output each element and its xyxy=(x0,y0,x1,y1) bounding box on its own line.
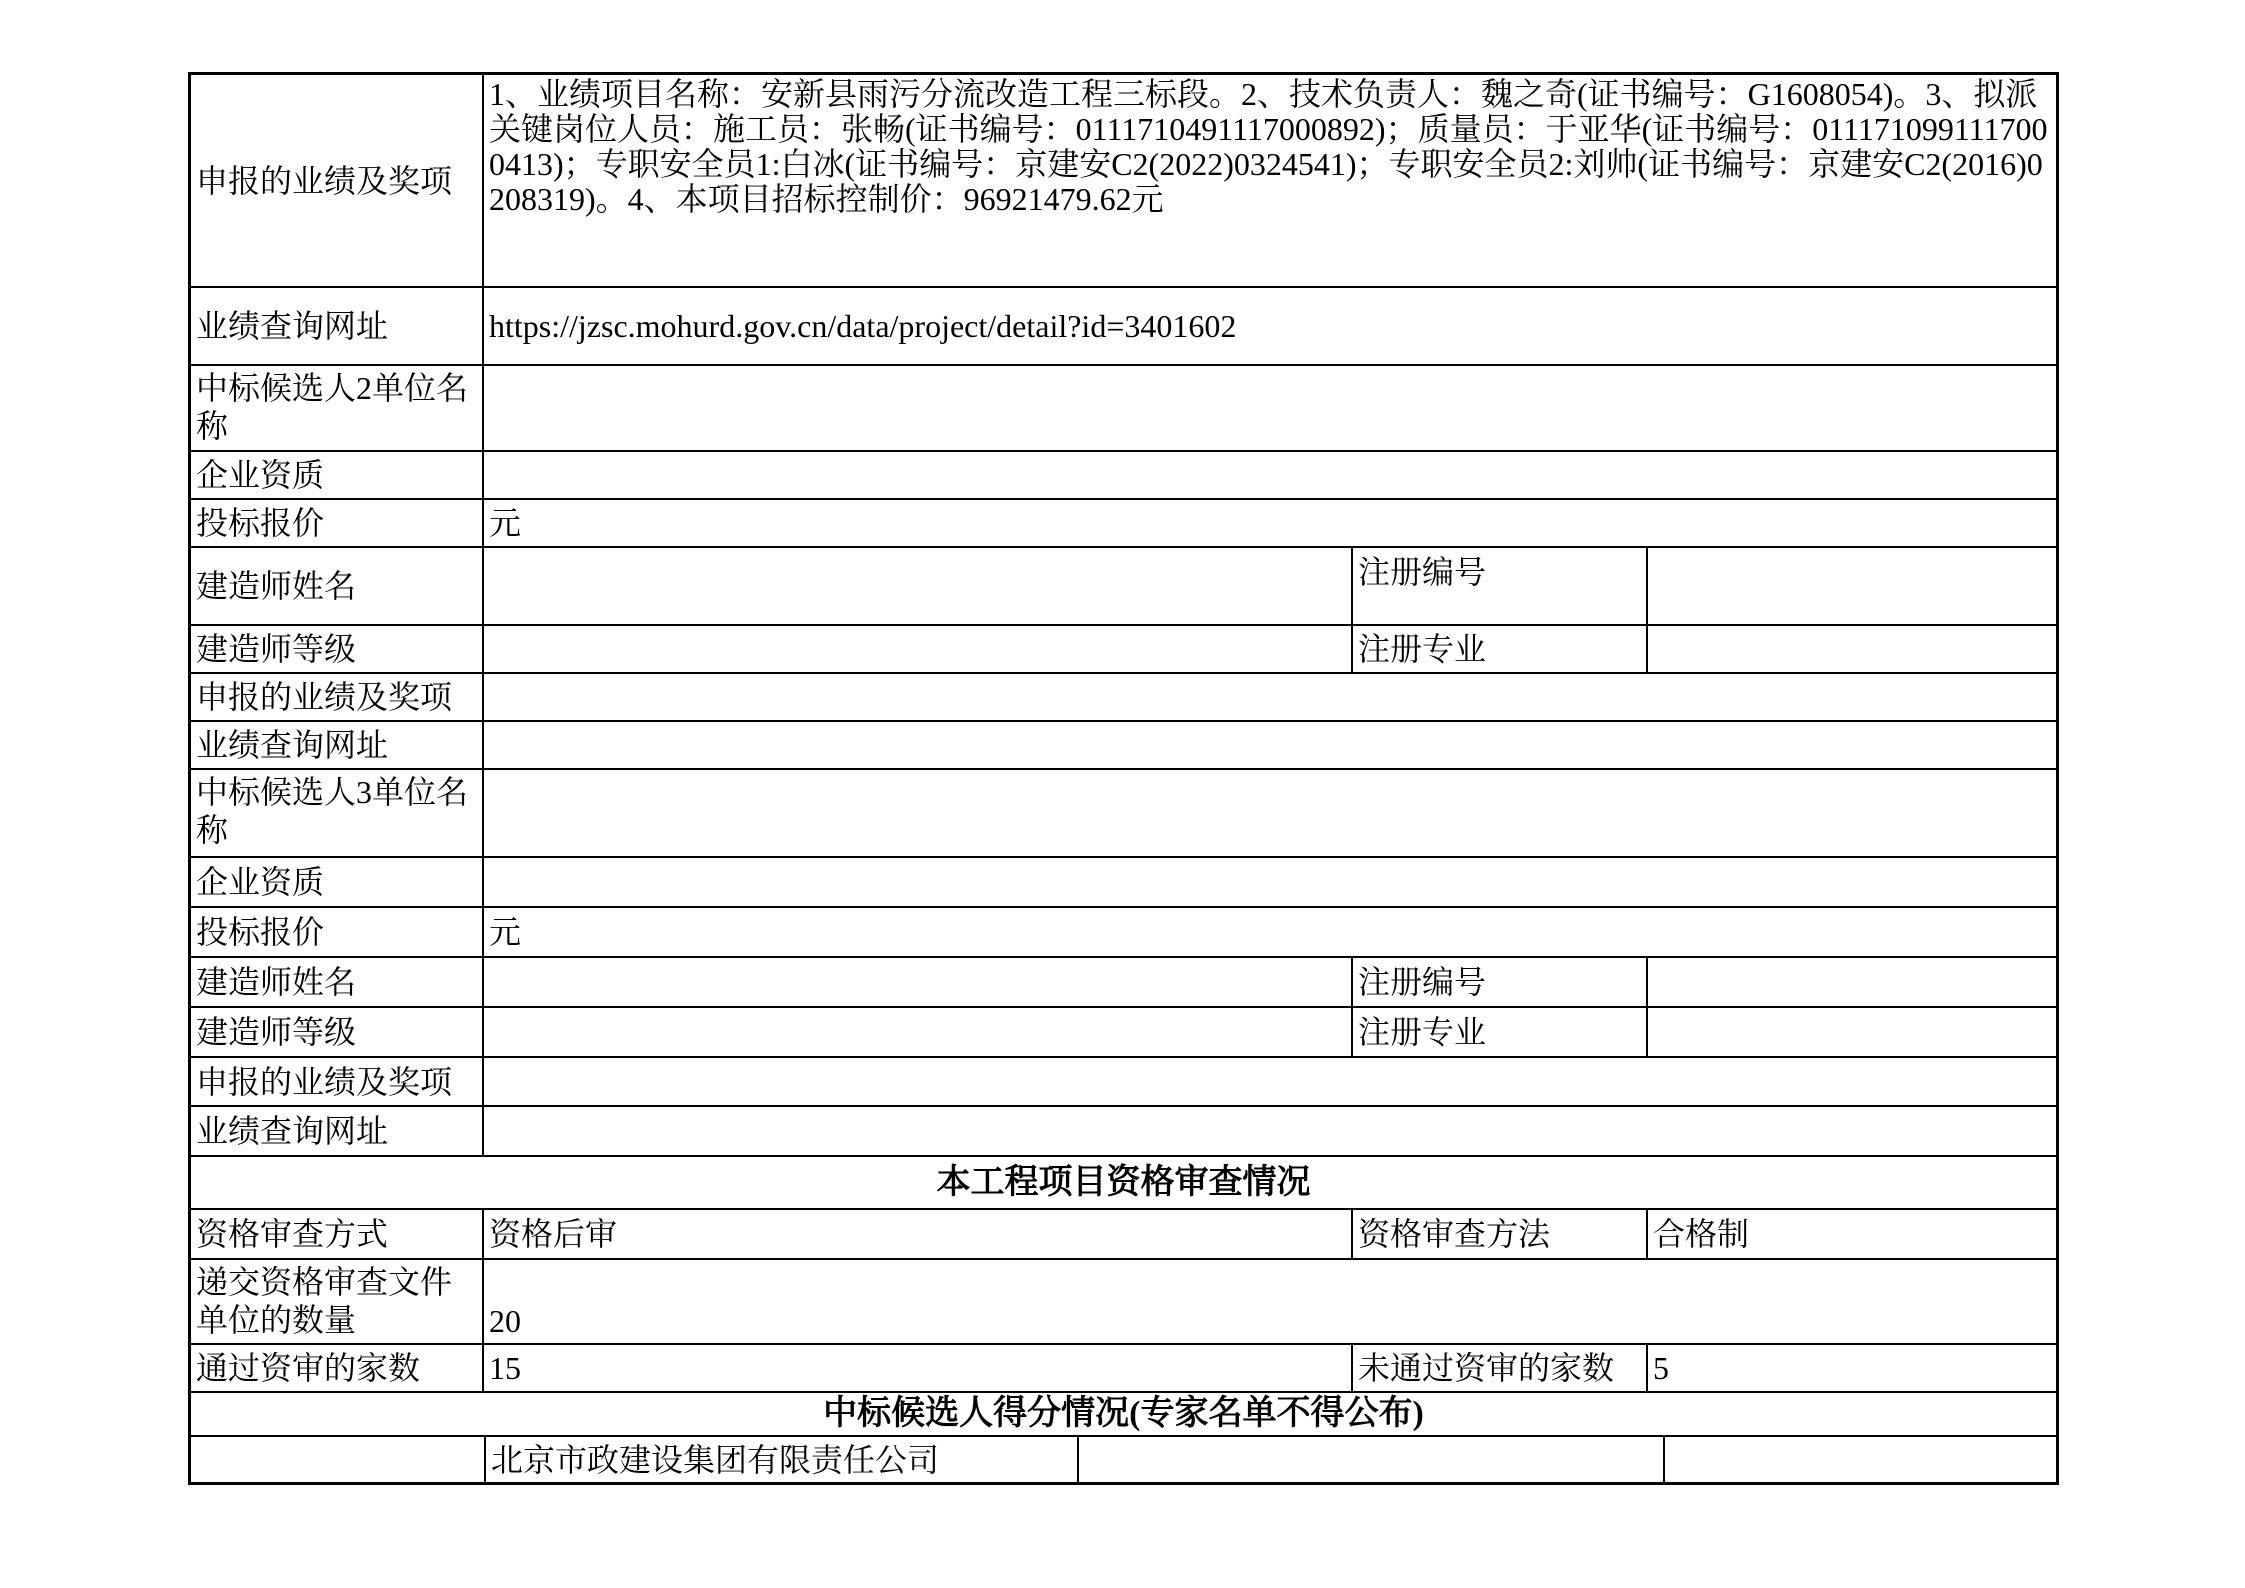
table-row xyxy=(191,1260,2056,1345)
table-row xyxy=(191,958,2056,1008)
label-candidate-2-company-name: 中标候选人2单位名称 xyxy=(191,366,484,450)
value-constructor-name-3 xyxy=(484,958,1353,1006)
label-constructor-name-2: 建造师姓名 xyxy=(191,548,484,624)
label-registration-number-2: 注册编号 xyxy=(1353,548,1648,624)
label-achievement-query-url-3: 业绩查询网址 xyxy=(191,1107,484,1155)
table-row xyxy=(191,722,2056,770)
table-row xyxy=(191,674,2056,722)
label-qualification-review-mode: 资格审查方式 xyxy=(191,1210,484,1258)
value-submitted-units-count: 20 xyxy=(489,1303,521,1339)
table-row xyxy=(191,1008,2056,1058)
label-enterprise-qualification-2: 企业资质 xyxy=(191,452,484,498)
table-row xyxy=(191,288,2056,366)
section-header-candidate-scores: 中标候选人得分情况(专家名单不得公布) xyxy=(823,1395,1424,1432)
label-constructor-name-3: 建造师姓名 xyxy=(191,958,484,1006)
table-row xyxy=(191,452,2056,500)
label-candidate-3-company-name: 中标候选人3单位名称 xyxy=(191,770,484,856)
table-row xyxy=(191,1157,2056,1210)
label-passed-review-count: 通过资审的家数 xyxy=(191,1345,484,1391)
label-constructor-level-2: 建造师等级 xyxy=(191,626,484,672)
value-enterprise-qualification-3 xyxy=(484,858,2056,906)
table-row xyxy=(191,626,2056,674)
score-row-rank-cell xyxy=(191,1437,486,1482)
value-registration-number-3 xyxy=(1648,958,2056,1006)
table-row xyxy=(191,770,2056,858)
value-declared-achievements-awards-3 xyxy=(484,1058,2056,1105)
value-candidate-2-company-name xyxy=(484,366,2056,450)
label-declared-achievements-awards-3: 申报的业绩及奖项 xyxy=(191,1058,484,1105)
section-header-qualification-review: 本工程项目资格审查情况 xyxy=(936,1163,1311,1201)
label-achievement-query-url-2: 业绩查询网址 xyxy=(191,722,484,768)
value-declared-achievements-awards-1: 1、业绩项目名称：安新县雨污分流改造工程三标段。2、技术负责人：魏之奇(证书编号：G1608054)。3、拟派关键岗位人员：施工员：张畅(证书编号：0111710491117000892)；质量员：于亚华(证书编号：0111710991117000413)；专职安全员1:白冰(证书编号：京建安C2(2022)0324541)；专职安全员2:刘帅(证书编号：京建安C2(2016)0208319)。4、本项目招标控制价：96921479.62元 xyxy=(489,76,2048,217)
label-registration-major-2: 注册专业 xyxy=(1353,626,1648,672)
table-row xyxy=(191,1058,2056,1107)
table-row xyxy=(191,500,2056,548)
label-registration-major-3: 注册专业 xyxy=(1353,1008,1648,1056)
label-qualification-review-method: 资格审查方法 xyxy=(1353,1210,1648,1258)
value-achievement-query-url-2 xyxy=(484,722,2056,768)
value-candidate-3-company-name xyxy=(484,770,2056,856)
label-enterprise-qualification-3: 企业资质 xyxy=(191,858,484,906)
label-submitted-units-count: 递交资格审查文件单位的数量 xyxy=(191,1260,484,1343)
value-enterprise-qualification-2 xyxy=(484,452,2056,498)
table-row xyxy=(191,1210,2056,1260)
label-bid-price-3: 投标报价 xyxy=(191,908,484,956)
table-row xyxy=(191,1345,2056,1393)
table-row xyxy=(191,1437,2056,1482)
label-registration-number-3: 注册编号 xyxy=(1353,958,1648,1006)
value-constructor-level-2 xyxy=(484,626,1353,672)
value-not-passed-review-count: 5 xyxy=(1653,1350,1669,1386)
label-declared-achievements-awards-2: 申报的业绩及奖项 xyxy=(191,674,484,720)
bid-announcement-table xyxy=(188,72,2059,1485)
score-row-extra-cell xyxy=(1665,1437,2056,1482)
value-bid-price-2: 元 xyxy=(489,505,522,541)
table-row xyxy=(191,908,2056,958)
value-achievement-query-url-3 xyxy=(484,1107,2056,1155)
score-row-score-cell xyxy=(1079,1437,1665,1482)
value-declared-achievements-awards-2 xyxy=(484,674,2056,720)
label-not-passed-review-count: 未通过资审的家数 xyxy=(1353,1345,1648,1391)
score-row-company-name: 北京市政建设集团有限责任公司 xyxy=(486,1437,1079,1482)
value-passed-review-count: 15 xyxy=(484,1345,1353,1391)
value-registration-major-2 xyxy=(1648,626,2056,672)
value-constructor-name-2 xyxy=(484,548,1353,624)
value-bid-price-3: 元 xyxy=(489,914,522,950)
value-qualification-review-mode: 资格后审 xyxy=(484,1210,1353,1258)
value-qualification-review-method: 合格制 xyxy=(1653,1216,1750,1252)
value-registration-major-3 xyxy=(1648,1008,2056,1056)
label-bid-price-2: 投标报价 xyxy=(191,500,484,546)
table-row xyxy=(191,1107,2056,1157)
label-declared-achievements-awards-1: 申报的业绩及奖项 xyxy=(191,75,484,286)
value-constructor-level-3 xyxy=(484,1008,1353,1056)
label-achievement-query-url-1: 业绩查询网址 xyxy=(191,288,484,364)
value-registration-number-2 xyxy=(1648,548,2056,624)
table-row xyxy=(191,75,2056,288)
table-row xyxy=(191,548,2056,626)
table-row xyxy=(191,858,2056,908)
table-row xyxy=(191,366,2056,452)
value-achievement-query-url-1: https://jzsc.mohurd.gov.cn/data/project/detail?id=3401602 xyxy=(489,308,1237,344)
label-constructor-level-3: 建造师等级 xyxy=(191,1008,484,1056)
table-row xyxy=(191,1393,2056,1437)
